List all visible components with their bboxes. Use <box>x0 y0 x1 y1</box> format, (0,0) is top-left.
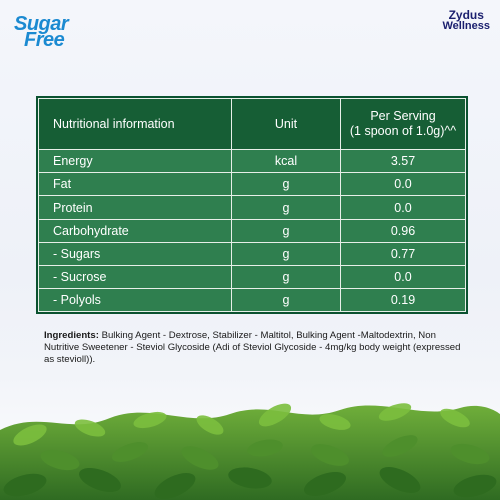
table-body <box>39 150 466 312</box>
cell-value: 0.0 <box>341 173 466 196</box>
cell-value: 0.0 <box>341 196 466 219</box>
header-unit: Unit <box>232 99 341 150</box>
cell-label: Energy <box>39 150 232 173</box>
logo-line-2: Free <box>24 29 65 51</box>
cell-unit: g <box>232 219 341 242</box>
cell-label: Protein <box>39 196 232 219</box>
header-value <box>341 99 466 150</box>
cell-unit: g <box>232 242 341 265</box>
nutrition-table-frame <box>36 96 468 314</box>
ingredients-text <box>44 330 464 366</box>
cell-label: Fat <box>39 173 232 196</box>
sugar-free-logo <box>8 8 78 58</box>
table-row <box>39 242 466 265</box>
stevia-leaves-image <box>0 380 500 500</box>
maker-line-1: Zydus <box>448 8 484 22</box>
cell-label: - Sucrose <box>39 265 232 288</box>
logo-line-1: Sugar <box>14 13 69 35</box>
cell-label: - Sugars <box>39 242 232 265</box>
header-value-line-1: Per Serving <box>370 109 436 124</box>
zydus-wellness-logo <box>443 10 491 32</box>
table-row <box>39 196 466 219</box>
cell-unit: g <box>232 265 341 288</box>
cell-value: 0.77 <box>341 242 466 265</box>
ingredients-body: Bulking Agent - Dextrose, Stabilizer - Maltitol, Bulking Agent -Maltodextrin, Non Nutritive Sweetener - Steviol Glycoside (Adi of Steviol Glycoside - 4mg/kg body weight (expressed as stevioll)). <box>44 330 461 365</box>
cell-unit: g <box>232 173 341 196</box>
table-row <box>39 265 466 288</box>
cell-value: 0.19 <box>341 288 466 311</box>
cell-label: - Polyols <box>39 288 232 311</box>
maker-line-2: Wellness <box>442 20 490 32</box>
cell-unit: g <box>232 196 341 219</box>
sugar-free-logo-text <box>14 13 69 51</box>
table-row <box>39 150 466 173</box>
nutrition-table <box>38 98 466 312</box>
table-header-row <box>39 99 466 150</box>
header-value-line-2: (1 spoon of 1.0g)^^ <box>349 124 457 139</box>
cell-unit: g <box>232 288 341 311</box>
cell-unit: kcal <box>232 150 341 173</box>
table-row <box>39 288 466 311</box>
cell-value: 0.96 <box>341 219 466 242</box>
table-row <box>39 173 466 196</box>
ingredients-title: Ingredients: <box>44 330 99 341</box>
cell-value: 0.0 <box>341 265 466 288</box>
header-label: Nutritional information <box>39 99 232 150</box>
table-row <box>39 219 466 242</box>
cell-value: 3.57 <box>341 150 466 173</box>
cell-label: Carbohydrate <box>39 219 232 242</box>
